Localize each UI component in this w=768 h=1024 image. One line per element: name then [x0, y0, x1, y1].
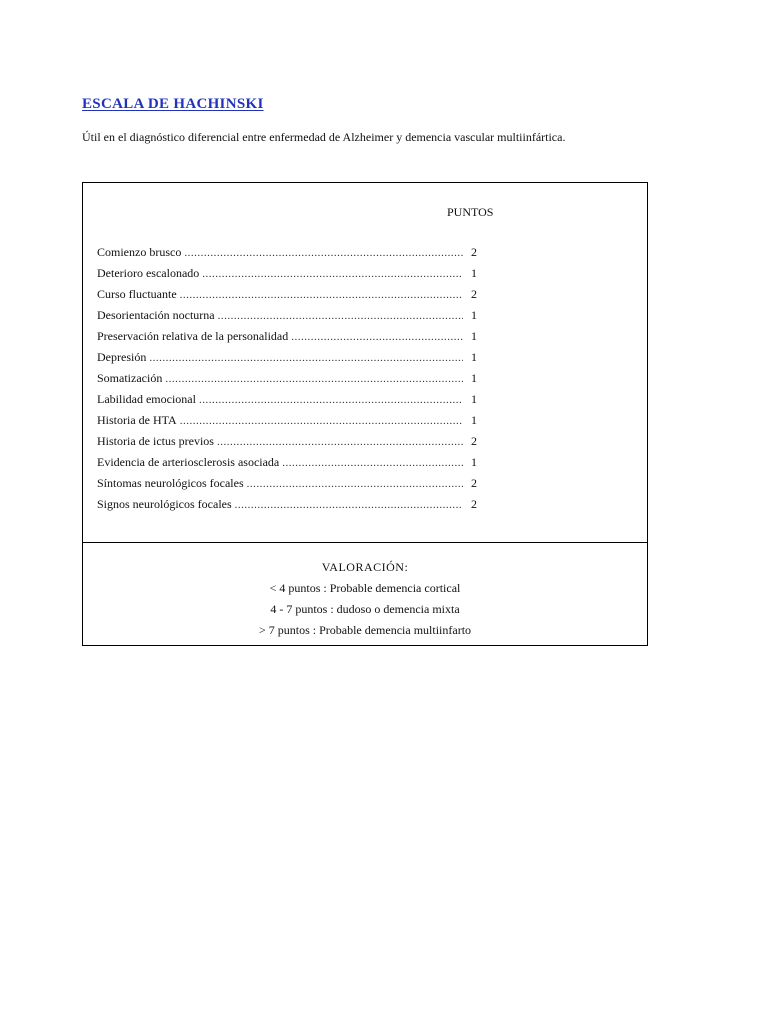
- criterion-points: 1: [471, 371, 477, 385]
- criterion-row: [97, 329, 477, 350]
- criterion-row: [97, 287, 477, 308]
- table-divider: [83, 542, 647, 543]
- criterion-label: Curso fluctuante: [97, 287, 177, 301]
- dot-leader: [184, 247, 463, 259]
- criterion-row: [97, 245, 477, 266]
- score-table: [82, 182, 648, 646]
- dot-leader: [202, 268, 463, 280]
- valoracion-line: 4 - 7 puntos : dudoso o demencia mixta: [270, 602, 460, 616]
- dot-leader: [199, 394, 463, 406]
- valoracion-line: > 7 puntos : Probable demencia multiinfarto: [258, 623, 472, 637]
- dot-leader: [235, 499, 463, 511]
- criterion-points: 2: [471, 245, 477, 259]
- valoracion-section: [83, 560, 647, 644]
- criteria-list: [97, 245, 477, 518]
- dot-leader: [180, 415, 463, 427]
- points-header: PUNTOS: [447, 205, 494, 219]
- criterion-points: 1: [471, 413, 477, 427]
- criterion-label: Evidencia de arteriosclerosis asociada: [97, 455, 280, 469]
- criterion-points: 2: [471, 476, 477, 490]
- dot-leader: [180, 289, 463, 301]
- criterion-points: 1: [471, 350, 477, 364]
- criterion-points: 1: [471, 455, 477, 469]
- valoracion-title: VALORACIÓN:: [321, 560, 409, 574]
- criterion-label: Comienzo brusco: [97, 245, 182, 259]
- dot-leader: [217, 436, 463, 448]
- criterion-label: Desorientación nocturna: [97, 308, 215, 322]
- criterion-points: 1: [471, 392, 477, 406]
- criterion-row: [97, 308, 477, 329]
- criterion-points: 1: [471, 308, 477, 322]
- dot-leader: [282, 457, 463, 469]
- criterion-row: [97, 434, 477, 455]
- criterion-row: [97, 350, 477, 371]
- dot-leader: [149, 352, 463, 364]
- criterion-row: [97, 371, 477, 392]
- page-title: ESCALA DE HACHINSKI: [82, 96, 264, 112]
- criterion-points: 1: [471, 266, 477, 280]
- criterion-label: Síntomas neurológicos focales: [97, 476, 244, 490]
- criterion-points: 2: [471, 497, 477, 511]
- criterion-row: [97, 413, 477, 434]
- criterion-row: [97, 266, 477, 287]
- criterion-label: Somatización: [97, 371, 163, 385]
- criterion-label: Preservación relativa de la personalidad: [97, 329, 289, 343]
- dot-leader: [247, 478, 463, 490]
- dot-leader: [218, 310, 463, 322]
- criterion-row: [97, 497, 477, 518]
- criterion-label: Historia de ictus previos: [97, 434, 214, 448]
- intro-text: Útil en el diagnóstico diferencial entre enfermedad de Alzheimer y demencia vascular multiinfártica.: [82, 130, 566, 144]
- criterion-points: 2: [471, 287, 477, 301]
- criterion-row: [97, 392, 477, 413]
- criterion-label: Signos neurológicos focales: [97, 497, 232, 511]
- criterion-row: [97, 476, 477, 497]
- criterion-points: 1: [471, 329, 477, 343]
- dot-leader: [291, 331, 463, 343]
- criterion-label: Historia de HTA: [97, 413, 177, 427]
- valoracion-line: < 4 puntos : Probable demencia cortical: [269, 581, 461, 595]
- criterion-points: 2: [471, 434, 477, 448]
- criterion-label: Deterioro escalonado: [97, 266, 200, 280]
- criterion-label: Depresión: [97, 350, 147, 364]
- dot-leader: [165, 373, 463, 385]
- criterion-label: Labilidad emocional: [97, 392, 196, 406]
- criterion-row: [97, 455, 477, 476]
